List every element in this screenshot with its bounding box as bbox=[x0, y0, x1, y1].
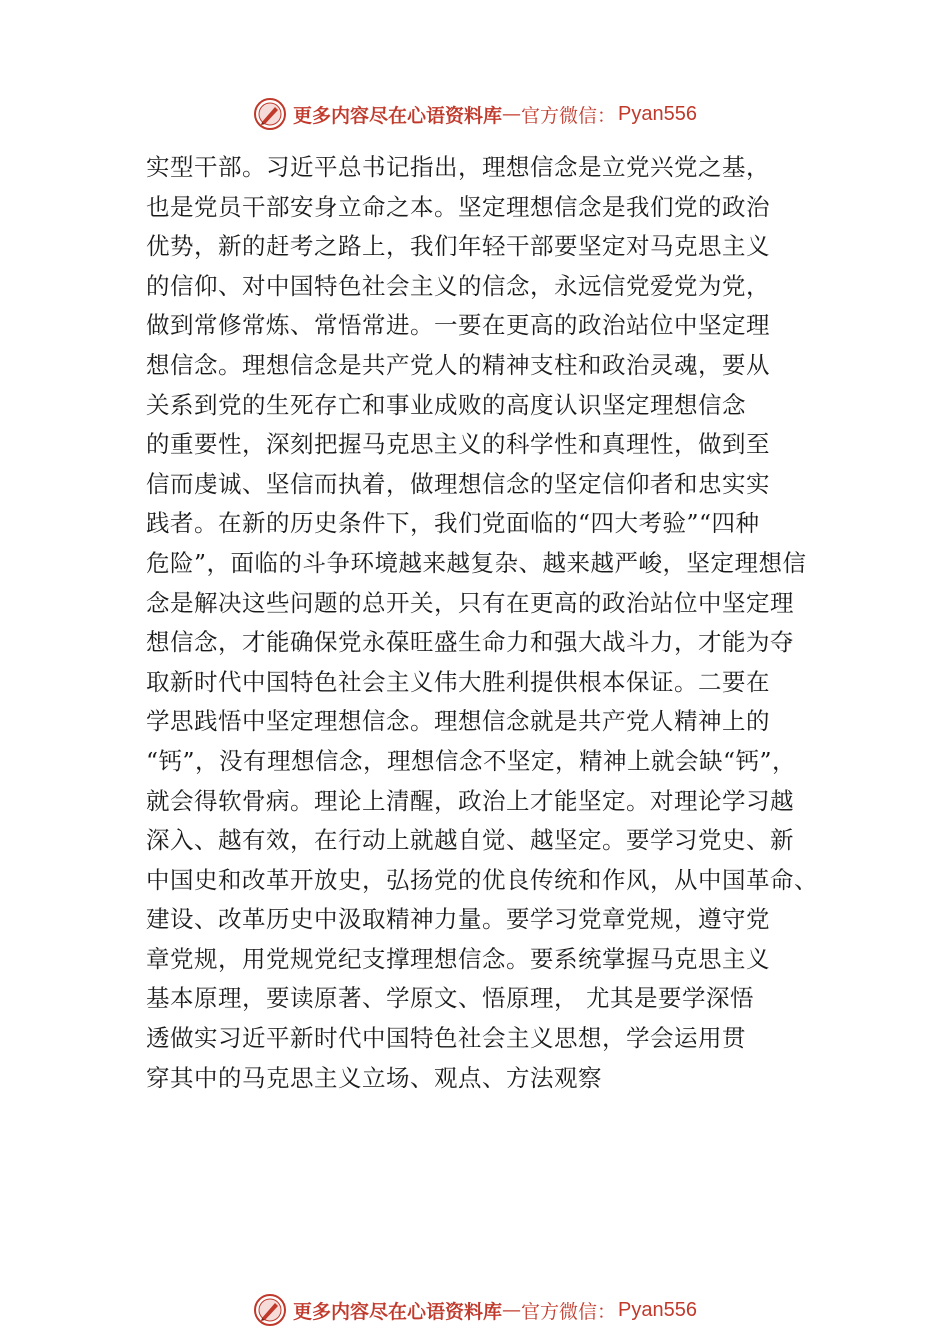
text-line: 穿其中的马克思主义立场、观点、方法观察 bbox=[146, 1063, 602, 1092]
body-text bbox=[146, 148, 846, 1098]
text-line: 建设、改革历史中汲取精神力量。要学习党章党规，遵守党 bbox=[146, 905, 770, 934]
text-line: 就会得软骨病。理论上清醒，政治上才能坚定。对理论学习越 bbox=[146, 786, 794, 815]
text-line: 践者。在新的历史条件下，我们党面临的“四大考验”“四种 bbox=[146, 509, 760, 538]
pen-logo-icon bbox=[253, 97, 287, 131]
text-line: 的信仰、对中国特色社会主义的信念，永远信党爱党为党， bbox=[146, 271, 770, 300]
text-line: 做到常修常炼、常悟常进。一要在更高的政治站位中坚定理 bbox=[146, 311, 770, 340]
header-banner bbox=[0, 94, 950, 134]
text-line: 也是党员干部安身立命之本。坚定理想信念是我们党的政治 bbox=[146, 192, 770, 221]
pen-logo-icon bbox=[253, 1293, 287, 1327]
text-line: “钙”，没有理想信念，理想信念不坚定，精神上就会缺“钙”， bbox=[146, 746, 797, 775]
banner-separator: — bbox=[502, 1299, 522, 1321]
banner-wechat-label: 官方微信： bbox=[521, 104, 617, 127]
text-line: 实型干部。习近平总书记指出，理想信念是立党兴党之基， bbox=[146, 153, 770, 181]
footer-banner bbox=[0, 1290, 950, 1330]
text-line: 取新时代中国特色社会主义伟大胜利提供根本保证。二要在 bbox=[146, 667, 770, 696]
text-line: 危险”，面临的斗争环境越来越复杂、越来越严峻，坚定理想信 bbox=[146, 548, 807, 577]
banner-wechat-label: 官方微信： bbox=[521, 1300, 617, 1323]
text-line: 的重要性，深刻把握马克思主义的科学性和真理性，做到至 bbox=[146, 430, 770, 459]
banner-title: 更多内容尽在心语资料库 bbox=[293, 1300, 503, 1323]
text-line: 想信念。理想信念是共产党人的精神支柱和政治灵魂，要从 bbox=[146, 350, 770, 379]
text-line: 念是解决这些问题的总开关，只有在更高的政治站位中坚定理 bbox=[146, 588, 794, 617]
banner-wechat-id: Pyan556 bbox=[618, 102, 697, 125]
text-line: 基本原理，要读原著、学原文、悟原理， 尤其是要学深悟 bbox=[146, 984, 754, 1013]
text-line: 章党规，用党规党纪支撑理想信念。要系统掌握马克思主义 bbox=[146, 944, 770, 973]
text-line: 深入、越有效，在行动上就越自觉、越坚定。要学习党史、新 bbox=[146, 826, 794, 855]
banner-separator: — bbox=[502, 103, 522, 125]
text-line: 优势，新的赶考之路上，我们年轻干部要坚定对马克思主义 bbox=[146, 232, 770, 261]
text-line: 透做实习近平新时代中国特色社会主义思想，学会运用贯 bbox=[146, 1024, 746, 1053]
text-line: 中国史和改革开放史，弘扬党的优良传统和作风，从中国革命、 bbox=[146, 865, 818, 894]
text-line: 关系到党的生死存亡和事业成败的高度认识坚定理想信念 bbox=[146, 390, 746, 419]
banner-title: 更多内容尽在心语资料库 bbox=[293, 104, 503, 127]
text-line: 想信念，才能确保党永葆旺盛生命力和强大战斗力，才能为夺 bbox=[146, 628, 794, 657]
banner-wechat-id: Pyan556 bbox=[618, 1298, 697, 1321]
text-line: 学思践悟中坚定理想信念。理想信念就是共产党人精神上的 bbox=[146, 707, 770, 736]
text-line: 信而虔诚、坚信而执着，做理想信念的坚定信仰者和忠实实 bbox=[146, 469, 770, 498]
